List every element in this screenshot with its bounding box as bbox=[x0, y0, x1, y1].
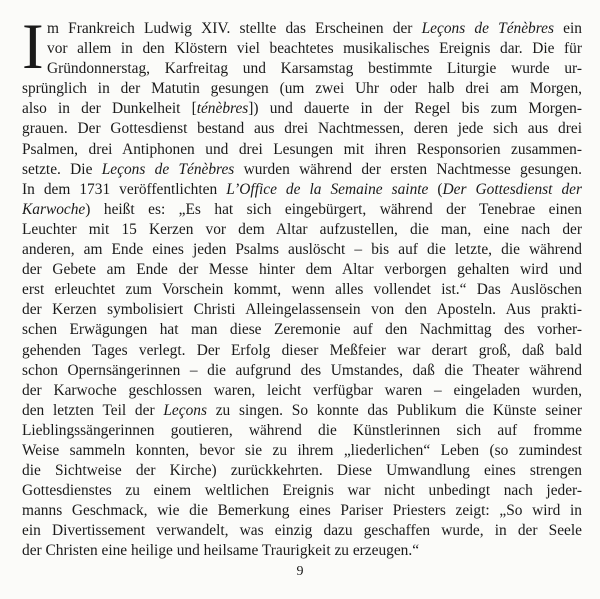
text-segment: gehenden Tages verlegt. Der Erfolg dieser Meßfeier war derart groß, daß bald bbox=[22, 341, 582, 359]
text-segment: Gottesdienstes zu einem weltlichen Ereignis war nicht unbedingt nach jeder- bbox=[22, 482, 582, 500]
text-segment: erst erleuchtet zum Vorschein kommt, wenn alles vollendet ist.“ Das Auslöschen bbox=[22, 281, 582, 299]
text-segment: schen Erwägungen hat man diese Zeremonie auf den Nachmittag des vorher- bbox=[22, 321, 582, 339]
text-line bbox=[22, 521, 582, 541]
text-line bbox=[22, 381, 582, 401]
text-line bbox=[22, 200, 582, 220]
text-segment: Gründonnerstag, Karfreitag und Karsamstag bestimmte Liturgie wurde ur- bbox=[47, 60, 582, 78]
italic-text: Leçons bbox=[163, 401, 207, 419]
text-line bbox=[22, 140, 582, 160]
text-line bbox=[22, 39, 582, 59]
text-line bbox=[22, 59, 582, 79]
text-line bbox=[22, 341, 582, 361]
text-line bbox=[22, 19, 582, 39]
text-segment: wurden während der ersten Nachtmesse gesungen. bbox=[234, 160, 582, 178]
italic-text: L’Office de la Semaine sainte bbox=[226, 180, 429, 198]
text-segment: m Frankreich Ludwig XIV. stellte das Erscheinen der bbox=[47, 20, 422, 37]
page-number: 9 bbox=[296, 564, 304, 579]
text-segment: ein bbox=[553, 20, 582, 37]
text-segment: die Sichtweise der Kirche) zurückkehrten. Diese Umwandlung eines strengen bbox=[22, 462, 582, 480]
text-segment: setzte. Die bbox=[22, 160, 102, 178]
text-line bbox=[22, 280, 582, 300]
text-segment: der Karwoche geschlossen waren, leicht verfügbar waren – eingeladen wurden, bbox=[22, 381, 582, 399]
text-segment: ) heißt es: „Es hat sich eingebürgert, während der Tenebrae einen bbox=[85, 200, 582, 218]
text-line bbox=[22, 361, 582, 381]
text-segment: manns Geschmack, wie die Bemerkung eines Pariser Priesters zeigt: „So wird in bbox=[22, 502, 582, 520]
text-line bbox=[22, 99, 582, 119]
italic-text: ténèbres bbox=[196, 100, 249, 118]
text-segment: Weise sammeln konnten, bevor sie zu ihrem „liederlichen“ Leben (so zumindest bbox=[22, 441, 582, 459]
text-line bbox=[22, 260, 582, 280]
text-segment: den letzten Teil der bbox=[22, 401, 164, 419]
text-segment: sprünglich in der Matutin gesungen (um zwei Uhr oder halb drei am Morgen, bbox=[22, 80, 582, 98]
text-segment: schon Opernsängerinnen – die aufgrund des Umstandes, daß die Theater während bbox=[22, 361, 582, 379]
text-segment: ( bbox=[428, 180, 443, 198]
text-line bbox=[22, 421, 582, 441]
text-line bbox=[22, 119, 582, 139]
italic-text: Leçons de Ténèbres bbox=[421, 20, 554, 37]
italic-text: Karwoche bbox=[22, 200, 86, 218]
text-segment: grauen. Der Gottesdienst bestand aus drei Nachtmessen, deren jede sich aus drei bbox=[22, 120, 582, 138]
text-segment: der Christen eine heilige und heilsame Traurigkeit zu erzeugen.“ bbox=[22, 542, 420, 560]
text-segment: anderen, am Ende eines jeden Psalms auslöscht – bis auf die letzte, die während bbox=[22, 241, 582, 259]
text-segment: Lieblingssängerinnen goutieren, während die Künstlerinnen sich auf fromme bbox=[22, 421, 582, 439]
text-segment: ein Divertissement verwandelt, was einzig dazu geschaffen wurde, in der Seele bbox=[22, 522, 582, 540]
text-segment: der Gebete am Ende der Messe hinter dem Altar verborgen gehalten wird und bbox=[22, 261, 582, 279]
text-segment: Leuchter mit 15 Kerzen vor dem Altar aufzustellen, die man, eine nach der bbox=[22, 220, 582, 238]
text-line bbox=[22, 240, 582, 260]
text-line bbox=[22, 441, 582, 461]
text-line bbox=[22, 501, 582, 521]
text-segment: Psalmen, drei Antiphonen und drei Lesungen mit ihren Responsorien zusammen- bbox=[22, 140, 582, 158]
text-line bbox=[22, 320, 582, 340]
text-segment: ]) und dauerte in der Regel bis zum Morgen- bbox=[248, 100, 582, 118]
text-segment: also in der Dunkelheit [ bbox=[22, 100, 197, 118]
italic-text: Leçons de Ténèbres bbox=[101, 160, 235, 178]
text-line bbox=[22, 541, 582, 561]
text-segment: der Kerzen symbolisiert Christi Alleingelassensein von den Aposteln. Aus prakti- bbox=[22, 301, 582, 319]
text-segment: vor allem in den Klöstern viel beachtetes musikalisches Ereignis dar. Die für bbox=[47, 40, 582, 58]
text-segment: In dem 1731 veröffentlichten bbox=[22, 180, 227, 198]
text-line bbox=[22, 300, 582, 320]
drop-cap: I bbox=[22, 11, 44, 83]
body-paragraph bbox=[22, 19, 582, 562]
text-line bbox=[22, 461, 582, 481]
text-line bbox=[22, 481, 582, 501]
text-line bbox=[22, 180, 582, 200]
text-segment: zu singen. So konnte das Publikum die Künste seiner bbox=[206, 401, 582, 419]
italic-text: Der Gottesdienst der bbox=[442, 180, 582, 198]
text-line bbox=[22, 160, 582, 180]
text-line bbox=[22, 79, 582, 99]
text-line bbox=[22, 401, 582, 421]
text-line bbox=[22, 220, 582, 240]
